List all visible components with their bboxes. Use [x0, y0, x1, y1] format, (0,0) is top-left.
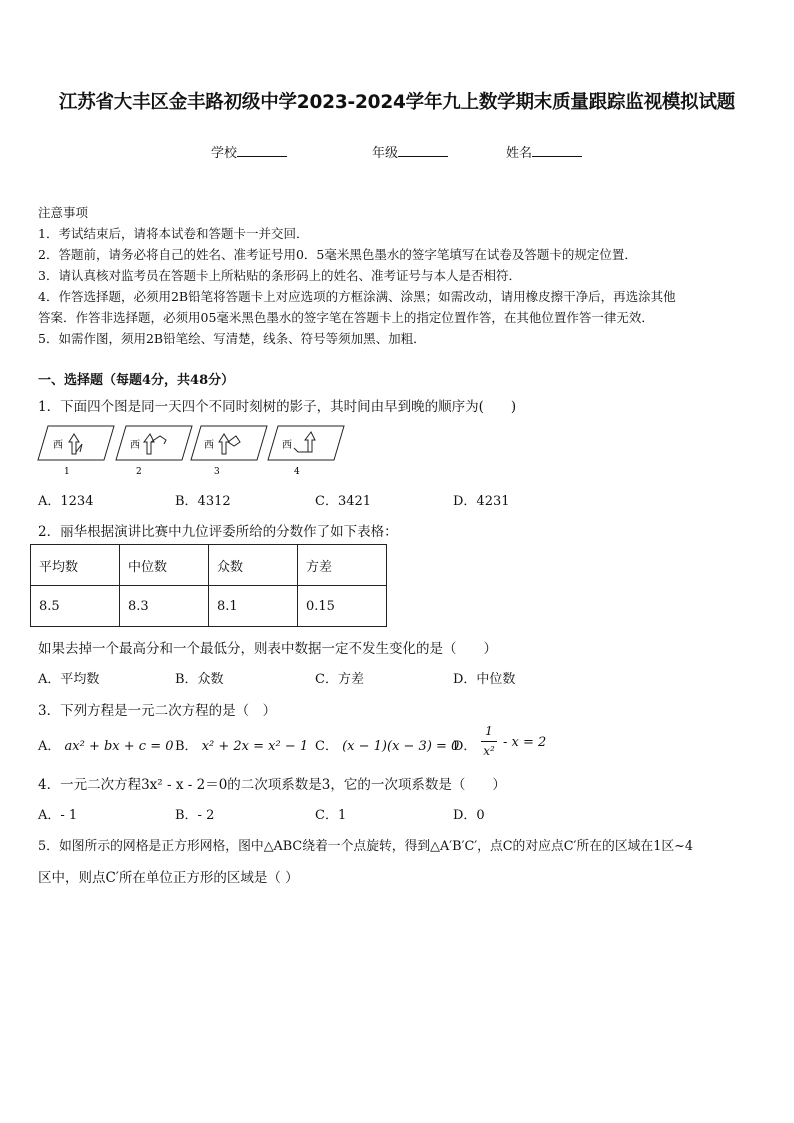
q1-option-d[interactable]: D．4231 — [453, 494, 510, 509]
shadow-figure-3 — [191, 426, 267, 477]
direction-label: 西 — [204, 440, 214, 451]
shadow-figure-4 — [268, 426, 344, 477]
option-letter: A． — [38, 739, 61, 754]
table-header-cell: 众数 — [209, 545, 298, 586]
question-2-text: 2．丽华根据演讲比赛中九位评委所给的分数作了如下表格： — [38, 524, 398, 540]
school-field — [211, 142, 287, 161]
q3-option-a[interactable] — [38, 735, 174, 754]
question-5-line-1: 5．如图所示的网格是正方形网格，图中△ABC绕着一个点旋转，得到△A′B′C′，点C的对应点C′所在的区域在1区~4 — [38, 839, 694, 854]
option-letter: C． — [315, 739, 338, 754]
q3-option-c[interactable] — [315, 735, 459, 754]
q1-option-b[interactable]: B．4312 — [175, 494, 231, 509]
note-item: 答案．作答非选择题，必须用05毫米黑色墨水的签字笔在答题卡上的指定位置作答，在其他位置作答一律无效． — [38, 310, 654, 325]
table-header-cell: 方差 — [298, 545, 387, 586]
table-cell: 0.15 — [298, 586, 387, 627]
grade-blank[interactable] — [398, 144, 448, 157]
table-row — [31, 586, 387, 627]
note-item: 2．答题前，请务必将自己的姓名、准考证号用0．5毫米黑色墨水的签字笔填写在试卷及答题卡的规定位置． — [38, 247, 637, 262]
equation-a: ax² + bx + c = 0 — [64, 739, 174, 754]
shadow-figure-1 — [38, 426, 114, 477]
table-cell: 8.5 — [31, 586, 120, 627]
note-item: 4．作答选择题，必须用2B铅笔将答题卡上对应选项的方框涂满、涂黑；如需改动，请用橡皮擦干净后，再选涂其他 — [38, 289, 676, 304]
q4-option-c[interactable]: C．1 — [315, 808, 347, 823]
page-title: 江苏省大丰区金丰路初级中学2023-2024学年九上数学期末质量跟踪监视模拟试题 — [58, 92, 736, 113]
table-cell: 8.1 — [209, 586, 298, 627]
question-2-followup: 如果去掉一个最高分和一个最低分，则表中数据一定不发生变化的是（ ） — [38, 641, 497, 657]
q4-option-d[interactable]: D．0 — [453, 808, 485, 823]
figure-label: 3 — [214, 467, 220, 477]
fraction-denominator: x² — [483, 744, 495, 758]
question-4-text: 4．一元二次方程3x² - x - 2＝0的二次项系数是3，它的一次项系数是（ ） — [38, 777, 506, 793]
direction-label: 西 — [53, 440, 63, 451]
figure-label: 1 — [64, 467, 70, 477]
equation-c: (x − 1)(x − 3) = 0 — [342, 739, 460, 754]
q2-option-d[interactable]: D．中位数 — [453, 672, 516, 687]
q1-option-c[interactable]: C．3421 — [315, 494, 372, 509]
question-5-line-2: 区中，则点C′所在单位正方形的区域是（ ） — [38, 870, 299, 886]
table-header-cell: 中位数 — [120, 545, 209, 586]
name-label: 姓名 — [506, 146, 533, 161]
equation-b: x² + 2x = x² − 1 — [201, 739, 309, 754]
name-field — [506, 142, 582, 161]
question-3-text: 3．下列方程是一元二次方程的是（ ） — [38, 703, 277, 719]
table-cell: 8.3 — [120, 586, 209, 627]
figure-label: 4 — [294, 467, 300, 477]
note-item: 1．考试结束后，请将本试卷和答题卡一并交回． — [38, 226, 309, 241]
table-header-cell: 平均数 — [31, 545, 120, 586]
direction-label: 西 — [130, 440, 140, 451]
name-blank[interactable] — [532, 144, 582, 157]
fraction-numerator: 1 — [485, 724, 493, 738]
grade-field — [372, 142, 448, 161]
scores-table — [30, 544, 387, 627]
equation-d-rest: - x = 2 — [503, 735, 547, 750]
q2-option-c[interactable]: C．方差 — [315, 672, 364, 687]
option-letter: D． — [453, 739, 477, 754]
school-label: 学校 — [211, 146, 238, 161]
q3-option-b[interactable] — [175, 735, 308, 754]
section-title: 一、选择题（每题4分，共48分） — [38, 373, 235, 388]
notes-heading: 注意事项 — [38, 205, 89, 220]
figure-label: 2 — [136, 467, 142, 477]
q4-option-b[interactable]: B．- 2 — [175, 808, 215, 823]
q1-option-a[interactable]: A．1234 — [38, 494, 94, 509]
fraction-bar — [481, 741, 497, 742]
school-blank[interactable] — [237, 144, 287, 157]
question-1-text: 1．下面四个图是同一天四个不同时刻树的影子，其时间由早到晚的顺序为( ) — [38, 399, 517, 415]
note-item: 5．如需作图，须用2B铅笔绘、写清楚，线条、符号等须加黑、加粗． — [38, 331, 426, 346]
table-header-row — [31, 545, 387, 586]
q2-option-b[interactable]: B．众数 — [175, 672, 224, 687]
option-letter: B． — [175, 739, 198, 754]
q4-option-a[interactable]: A．- 1 — [38, 808, 78, 823]
q2-option-a[interactable]: A．平均数 — [38, 672, 100, 687]
shadow-figure-2 — [116, 426, 192, 477]
grade-label: 年级 — [372, 146, 399, 161]
note-item: 3．请认真核对监考员在答题卡上所粘贴的条形码上的姓名、准考证号与本人是否相符． — [38, 268, 521, 283]
shadow-figures — [36, 422, 346, 478]
direction-label: 西 — [282, 440, 292, 451]
